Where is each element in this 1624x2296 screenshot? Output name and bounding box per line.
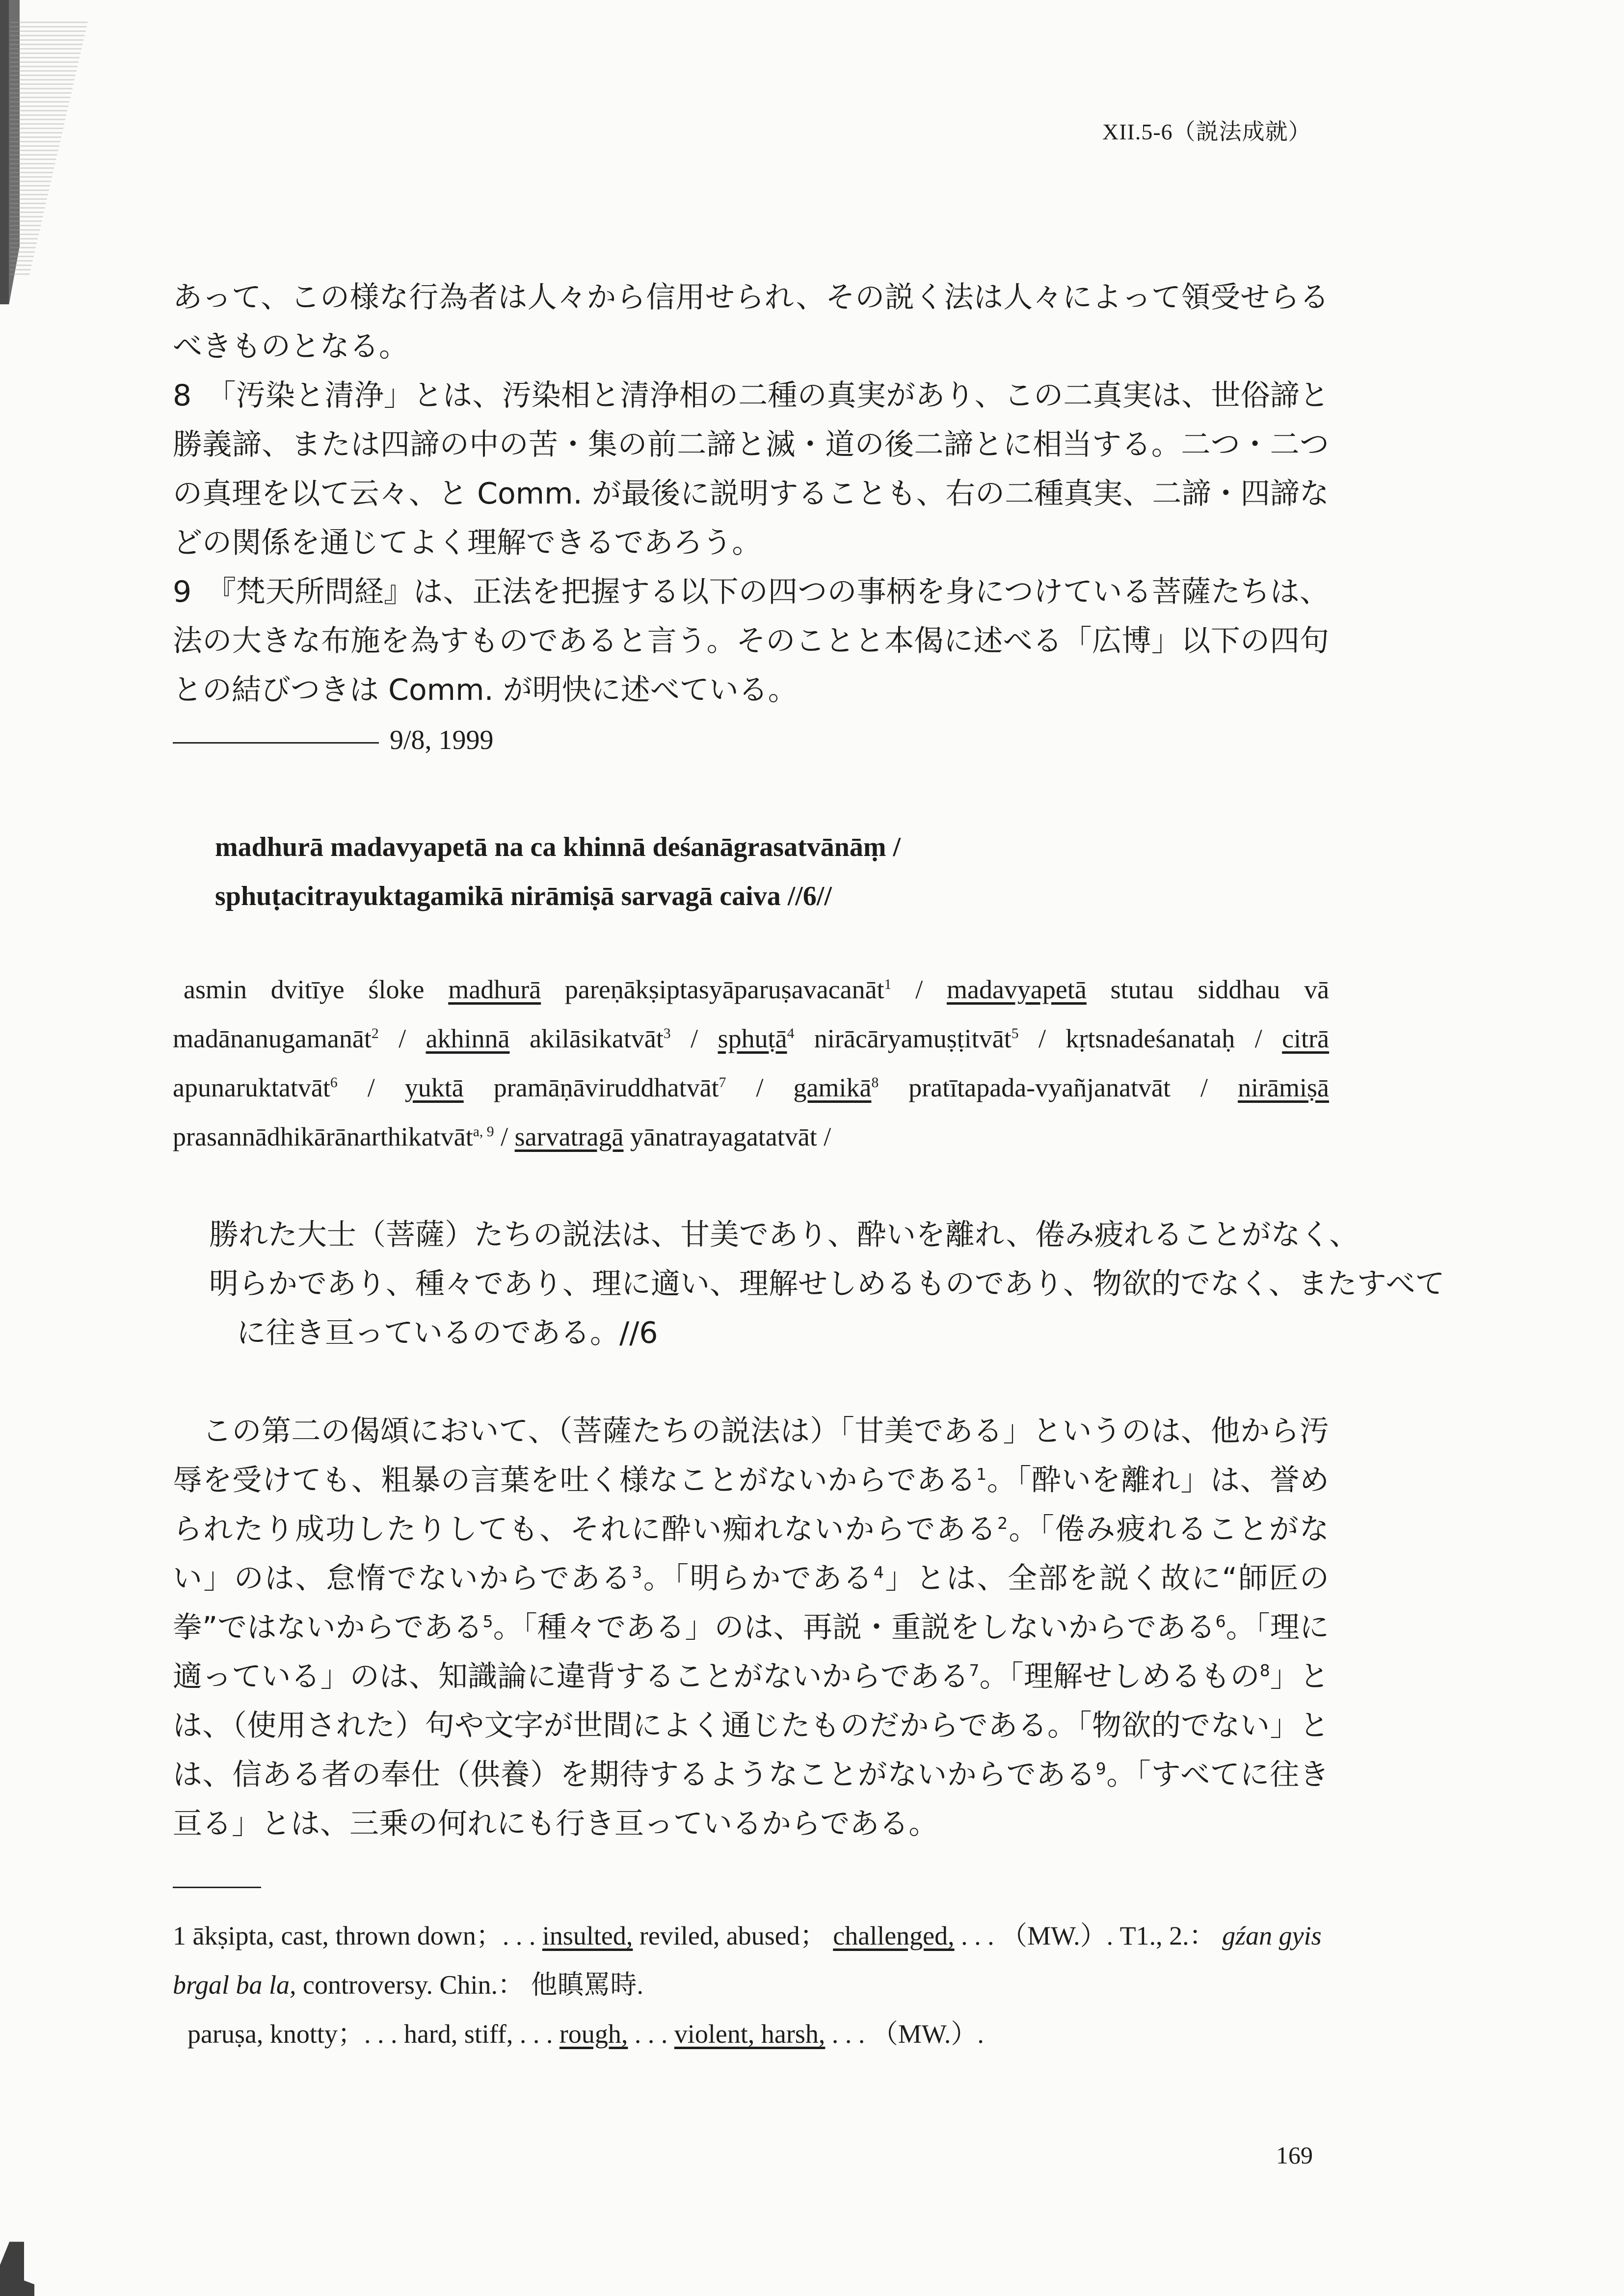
sanskrit-verse [215,823,901,921]
tibetan-text: gźan gyis brgal ba la, [173,1921,1322,2000]
explanation-paragraph: この第二の偈頌において、（菩薩たちの説法は）「甘美である」というのは、他から汚辱を受けても、粗暴の言葉を吐く様なことがないからである$^1$。「酔いを離れ」は、誉められたり成功したりしても、それに酔い痴れないからである$^2$。「倦み疲れることがない」のは、怠惰でないからである$^3$。「明らかである$^4$」とは、全部を説く故に“師匠の拳”ではないからである$^5$。「種々である」のは、再説・重説をしないからである$^6$。「理に適っている」のは、知識論に違背することがないからである$^7$。「理解せしめるもの$^8$」とは、（使用された）句や文字が世間によく通じたものだからである。「物欲的でない」とは、信ある者の奉仕（供養）を期待するようなことがないからである$^9$。「すべてに往き亘る」とは、三乗の何れにも行き亘っているからである。 [173,1414,1330,1841]
verse-translation [209,1210,1445,1358]
term-madavyapeta: madavyapetā [946,975,1087,1004]
date-text: 9/8, 1999 [390,725,494,755]
verse-line-2: sphuṭacitrayuktagamikā nirāmiṣā sarvagā caiva //6// [215,881,832,911]
date-line [173,724,494,756]
note-9: 9 『梵天所問経』は、正法を把握する以下の四つの事柄を身につけている菩薩たちは、法の大きな布施を為すものであると言う。そのことと本偈に述べる「広博」以下の四句との結びつきは Comm. が明快に述べている。 [173,575,1329,707]
scan-corner-mark [0,2218,34,2296]
notes-block [173,273,1329,715]
translation-line-3: に往き亘っているのである。//6 [237,1316,658,1350]
scan-edge-texture [10,20,88,275]
dash-rule [173,742,379,744]
term-sphuta: sphuṭā [718,1024,787,1053]
note-continuation: あって、この様な行為者は人々から信用せられ、その説く法は人々によって領受せらるべきものとなる。 [173,280,1329,364]
translation-line-2: 明らかであり、種々であり、理に適い、理解せしめるものであり、物欲的でなく、またすべて [209,1267,1445,1301]
term-citra: citrā [1282,1024,1330,1053]
page-number: 169 [1276,2141,1313,2169]
term-akhinna: akhinnā [426,1024,510,1053]
term-yukta: yuktā [404,1073,464,1102]
term-niramisa: nirāmiṣā [1238,1073,1330,1102]
term-gamika: gamikā [793,1073,872,1102]
footnote-rule [173,1887,261,1888]
term-sarvatraga: sarvatragā [514,1122,624,1151]
verse-line-1: madhurā madavyapetā na ca khinnā deśanāgrasatvānāṃ / [215,832,901,862]
running-header: XII.5-6（説法成就） [1102,119,1311,144]
note-8: 8 「汚染と清浄」とは、汚染相と清浄相の二種の真実があり、この二真実は、世俗諦と勝義諦、または四諦の中の苦・集の前二諦と滅・道の後二諦とに相当する。二つ・二つの真理を以て云々、と Comm. が最後に説明することも、右の二種真実、二諦・四諦などの関係を通じてよく理解できるであろう。 [173,378,1329,560]
footnote-1: 1 ākṣipta, cast, thrown down；. . . insulted, reviled, abused； challenged, . . . （MW.）. T1., 2.： gźan gyis brgal ba la, controversy. Chin.： 他瞋罵時. [173,1921,1322,2000]
footnote-1-paruṣa: paruṣa, knotty；. . . hard, stiff, . . . rough, . . . violent, harsh, . . . （MW.）. [187,2019,984,2049]
translation-line-1: 勝れた大士（菩薩）たちの説法は、甘美であり、酔いを離れ、倦み疲れることがなく、 [209,1218,1359,1252]
term-madhura: madhurā [448,975,541,1004]
footnotes [173,1911,1329,2058]
sanskrit-commentary: asmin dvitīye śloke madhurā pareṇākṣiptasyāparuṣavacanāt$^1$ / madavyapetā stutau siddhau vā madānanugamanāt$^2$ / akhinnā akilāsikatvāt$^3$ / sphuṭā$^4$ nirācāryamuṣṭitvāt$^5$ / kṛtsnadeśanataḥ / citrā apunaruktatvāt$^6$ / yuktā pramāṇāviruddhatvāt$^7$ / gamikā$^8$ pratītapada-vyañjanatvāt / nirāmiṣā prasannādhikārānarthikatvāt$^{a, 9}$ / sarvatragā yānatrayagatatvāt / [173,975,1330,1151]
